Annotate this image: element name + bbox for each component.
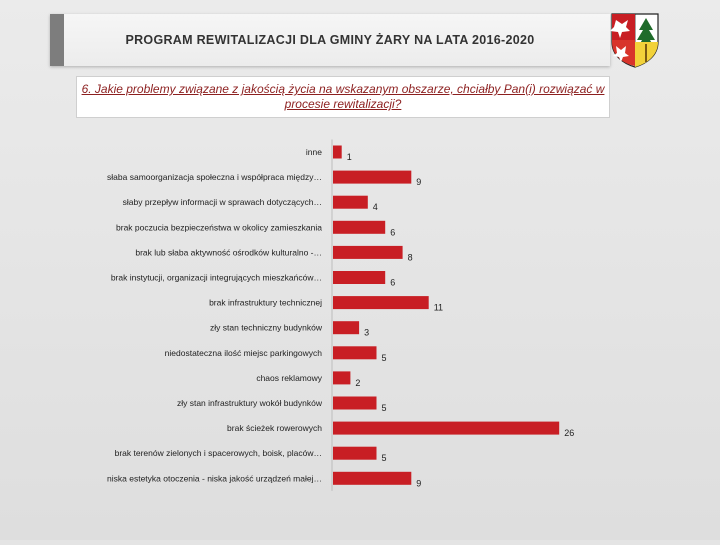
data-label: 5 (381, 403, 387, 413)
bar (333, 196, 368, 209)
data-label: 8 (407, 252, 413, 263)
category-label: słaba samoorganizacja społeczna i współpraca między… (107, 172, 322, 183)
bar (333, 246, 403, 259)
data-label: 3 (364, 327, 370, 338)
data-label: 6 (390, 227, 396, 238)
bar (333, 271, 385, 284)
coat-of-arms-icon (610, 12, 660, 68)
data-label: 2 (355, 377, 361, 388)
slide-title: PROGRAM REWITALIZACJI DLA GMINY ŻARY NA LATA 2016-2020 (125, 33, 535, 47)
data-label: 11 (433, 302, 444, 313)
data-label: 9 (416, 177, 422, 188)
bar (333, 146, 342, 159)
question-box (76, 76, 610, 118)
slide-header (50, 14, 610, 66)
category-label: brak instytucji, organizacji integrujących mieszkańców… (110, 272, 322, 283)
bar (333, 371, 350, 384)
category-label: chaos reklamowy (256, 372, 322, 383)
bar (333, 321, 359, 334)
data-label: 6 (390, 277, 396, 288)
bar (333, 346, 377, 359)
data-label: 5 (381, 453, 387, 464)
bar (333, 397, 377, 410)
category-label: brak infrastruktury technicznej (209, 297, 322, 308)
bar-chart-svg (0, 130, 720, 540)
category-label: brak terenów zielonych i spacerowych, boisk, placów… (114, 448, 322, 459)
bar (333, 171, 411, 184)
bar (333, 472, 411, 485)
bar (333, 221, 385, 234)
bar (333, 447, 377, 460)
bar (333, 296, 429, 309)
category-label: inne (305, 147, 322, 157)
category-label: zły stan techniczny budynków (210, 322, 322, 333)
question-text: 6. Jakie problemy związane z jakością życia na wskazanym obszarze, chciałby Pan(i) rozwiązać w procesie rewitalizacji? (81, 82, 605, 111)
data-label: 5 (381, 352, 387, 363)
data-label: 1 (346, 152, 352, 162)
category-label: niska estetyka otoczenia - niska jakość urządzeń małej… (107, 473, 322, 484)
category-label: niedostateczna ilość miejsc parkingowych (164, 347, 322, 358)
category-label: brak poczucia bezpieczeństwa w okolicy zamieszkania (116, 222, 322, 233)
bar (333, 422, 559, 435)
data-label: 4 (372, 202, 378, 213)
data-label: 9 (416, 478, 422, 489)
category-label: brak lub słaba aktywność ośrodków kulturalno -… (135, 247, 322, 258)
category-label: brak ścieżek rowerowych (227, 423, 322, 434)
data-label: 26 (564, 428, 575, 439)
header-accent-strip (50, 14, 64, 66)
category-label: zły stan infrastruktury wokół budynków (176, 398, 322, 408)
bar-chart (0, 130, 720, 540)
category-label: słaby przepływ informacji w sprawach dotyczących… (122, 197, 322, 208)
